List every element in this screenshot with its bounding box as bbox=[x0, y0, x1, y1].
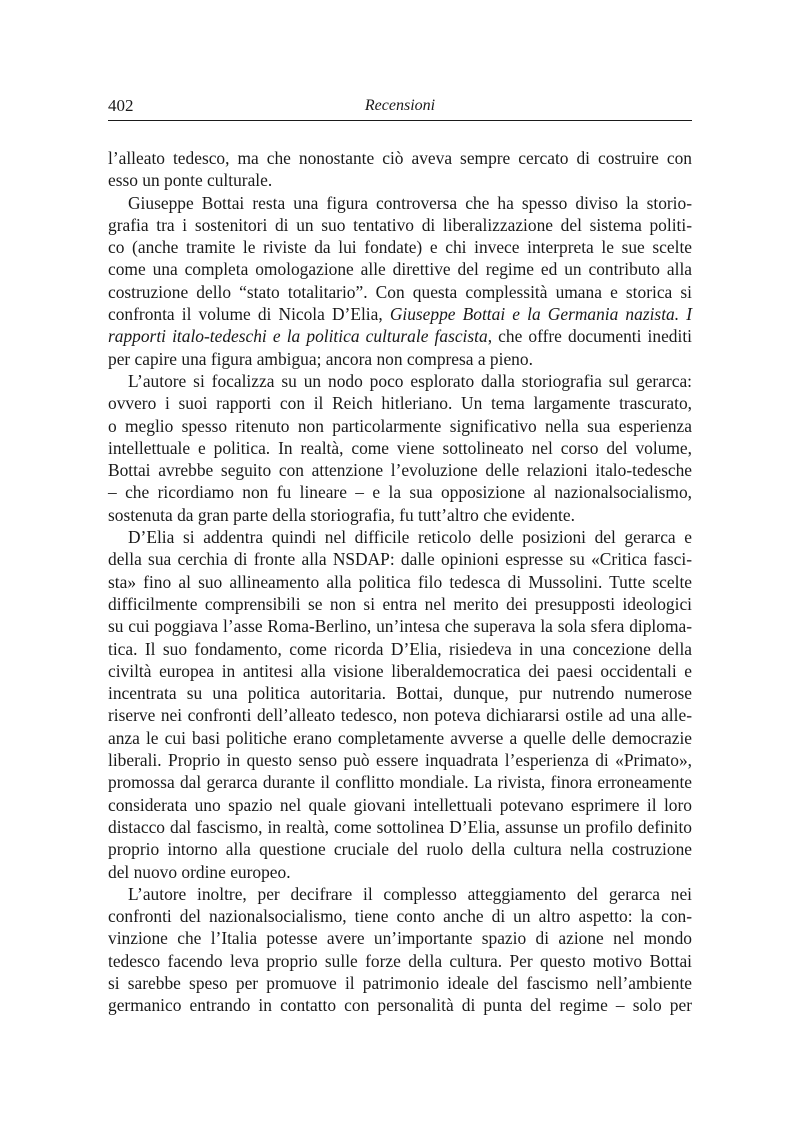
text-line bbox=[108, 704, 692, 726]
text-line bbox=[108, 838, 692, 860]
text-line bbox=[108, 794, 692, 816]
text-line bbox=[108, 370, 692, 392]
line-text: sta» fino al suo allineamento alla politica filo tedesca di Mussolini. Tutte scelte bbox=[108, 571, 692, 592]
text-line bbox=[108, 950, 692, 972]
line-text: o meglio spesso ritenuto non particolarmente significativo nella sua esperienza bbox=[108, 415, 692, 436]
text-line bbox=[108, 548, 692, 570]
line-text: incentrata su una politica autoritaria. Bottai, dunque, pur nutrendo numerose bbox=[108, 683, 692, 704]
text-line bbox=[108, 727, 692, 749]
text-line bbox=[108, 147, 692, 169]
line-text: L’autore si focalizza su un nodo poco esplorato dalla storiografia sul gerarca: bbox=[128, 370, 692, 391]
line-text: tedesco facendo leva proprio sulle forze della cultura. Per questo motivo Bottai bbox=[108, 950, 692, 971]
line-text: co (anche tramite le riviste da lui fondate) e chi invece interpreta le sue scelte bbox=[108, 237, 692, 258]
line-text: promossa dal gerarca durante il conflitto mondiale. La rivista, finora erroneamente bbox=[108, 772, 692, 793]
text-line bbox=[108, 169, 692, 191]
book-title-italic: rapporti italo-tedeschi e la politica culturale fascista bbox=[108, 326, 488, 347]
text-line bbox=[108, 392, 692, 414]
line-text: della sua cerchia di fronte alla NSDAP: dalle opinioni espresse su «Critica fasci- bbox=[108, 549, 692, 570]
line-text: ovvero i suoi rapporti con il Reich hitleriano. Un tema largamente trascurato, bbox=[108, 393, 692, 414]
text-line bbox=[108, 325, 692, 347]
line-text: del nuovo ordine europeo. bbox=[108, 861, 291, 882]
text-line bbox=[108, 749, 692, 771]
text-line bbox=[108, 994, 692, 1016]
line-text: D’Elia si addentra quindi nel difficile reticolo delle posizioni del gerarca e bbox=[128, 527, 692, 548]
body-text bbox=[108, 147, 692, 1017]
page-number: 402 bbox=[108, 96, 134, 115]
text-line bbox=[108, 861, 692, 883]
text-line bbox=[108, 258, 692, 280]
text-line bbox=[108, 638, 692, 660]
line-text: su cui poggiava l’asse Roma-Berlino, un’intesa che superava la sola sfera diploma- bbox=[108, 616, 692, 637]
book-title-italic: Giuseppe Bottai e la Germania nazista. I bbox=[389, 304, 692, 325]
line-text: costruzione dello “stato totalitario”. Con questa complessità umana e storica si bbox=[108, 281, 692, 302]
line-text: grafia tra i sostenitori di un suo tentativo di liberalizzazione del sistema politi- bbox=[108, 214, 692, 235]
line-text: Giuseppe Bottai resta una figura controversa che ha spesso diviso la storio- bbox=[128, 192, 692, 213]
line-text: riserve nei confronti dell’alleato tedesco, non poteva dichiararsi ostile ad una alle- bbox=[108, 705, 692, 726]
text-line bbox=[108, 192, 692, 214]
text-line bbox=[108, 615, 692, 637]
line-text: l’alleato tedesco, ma che nonostante ciò aveva sempre cercato di costruire con bbox=[108, 148, 692, 168]
text-line bbox=[108, 883, 692, 905]
line-text: vinzione che l’Italia potesse avere un’importante spazio di azione nel mondo bbox=[108, 928, 692, 949]
line-text: Bottai avrebbe seguito con attenzione l’evoluzione delle relazioni italo-tedesche bbox=[108, 460, 692, 481]
text-line bbox=[108, 236, 692, 258]
line-text: intellettuale e politica. In realtà, come viene sottolineato nel corso del volume, bbox=[108, 437, 692, 458]
line-text: anza le cui basi politiche erano completamente avverse a quelle delle democrazie bbox=[108, 727, 692, 748]
text-line bbox=[108, 682, 692, 704]
line-text: si sarebbe speso per promuove il patrimonio ideale del fascismo nell’ambiente bbox=[108, 972, 692, 993]
text-line bbox=[108, 927, 692, 949]
line-text: liberali. Proprio in questo senso può essere inquadrata l’esperienza di «Primato», bbox=[108, 750, 692, 771]
line-text: confronta il volume di Nicola D’Elia, bbox=[108, 304, 390, 325]
text-line bbox=[108, 214, 692, 236]
text-line bbox=[108, 281, 692, 303]
running-head: Recensioni bbox=[364, 97, 436, 114]
line-text: difficilmente comprensibili se non si entra nel merito dei presupposti ideologici bbox=[108, 593, 692, 614]
text-line bbox=[108, 593, 692, 615]
line-text: come una completa omologazione alle direttive del regime ed un contributo alla bbox=[108, 259, 692, 280]
line-text: considerata uno spazio nel quale giovani intellettuali potevano esprimere il loro bbox=[108, 794, 692, 815]
text-line bbox=[108, 459, 692, 481]
text-line bbox=[108, 972, 692, 994]
line-text: civiltà europea in antitesi alla visione liberaldemocratica dei paesi occidentali e bbox=[108, 660, 692, 681]
line-text: proprio intorno alla questione cruciale del ruolo della cultura nella costruzione bbox=[108, 839, 692, 860]
text-line bbox=[108, 437, 692, 459]
text-line bbox=[108, 660, 692, 682]
text-line bbox=[108, 415, 692, 437]
line-text: distacco dal fascismo, in realtà, come sottolinea D’Elia, assunse un profilo definito bbox=[108, 816, 692, 837]
line-text: sostenuta da gran parte della storiografia, fu tutt’altro che evidente. bbox=[108, 504, 575, 525]
line-text: – che ricordiamo non fu lineare – e la sua opposizione al nazionalsocialismo, bbox=[108, 482, 692, 503]
line-text: germanico entrando in contatto con personalità di punta del regime – solo per bbox=[108, 995, 692, 1016]
line-text: tica. Il suo fondamento, come ricorda D’Elia, risiedeva in una concezione della bbox=[108, 638, 692, 659]
text-line bbox=[108, 771, 692, 793]
page-header bbox=[108, 96, 692, 121]
text-line bbox=[108, 481, 692, 503]
line-text: esso un ponte culturale. bbox=[108, 170, 273, 191]
line-text: per capire una figura ambigua; ancora non compresa a pieno. bbox=[108, 348, 533, 369]
text-line bbox=[108, 303, 692, 325]
text-line bbox=[108, 905, 692, 927]
text-line bbox=[108, 504, 692, 526]
line-text: L’autore inoltre, per decifrare il complesso atteggiamento del gerarca nei bbox=[128, 883, 692, 904]
text-line bbox=[108, 526, 692, 548]
text-line bbox=[108, 348, 692, 370]
text-line bbox=[108, 816, 692, 838]
line-text: , che offre documenti inediti bbox=[487, 326, 692, 347]
text-line bbox=[108, 571, 692, 593]
line-text: confronti del nazionalsocialismo, tiene conto anche di un altro aspetto: la con- bbox=[108, 906, 692, 927]
